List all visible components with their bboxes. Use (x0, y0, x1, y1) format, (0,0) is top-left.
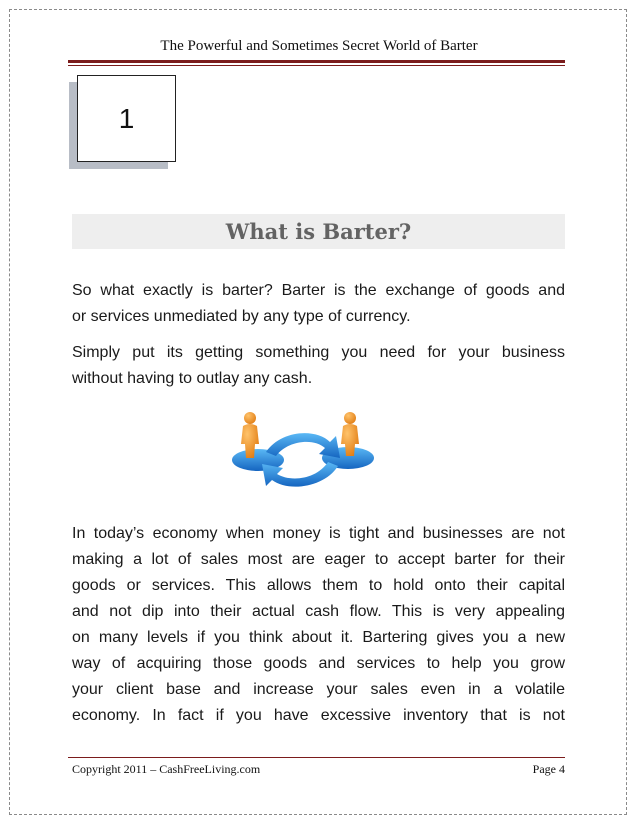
paragraph-line: on many levels if you think about it. Bartering gives you a new (72, 629, 565, 646)
footer-rule (68, 757, 565, 758)
barter-exchange-icon (226, 400, 376, 500)
paragraph-line: Simply put its getting something you need for your business (72, 344, 565, 361)
paragraph-economy (72, 521, 565, 729)
paragraph-line: and not dip into their actual cash flow. This is very appealing (72, 603, 565, 620)
chapter-number: 1 (118, 102, 135, 134)
paragraph-definition (72, 278, 565, 330)
paragraph-simply-put (72, 340, 565, 392)
paragraph-line: making a lot of sales most are eager to accept barter for their (72, 551, 565, 568)
paragraph-line: your client base and increase your sales even in a volatile (72, 681, 565, 698)
paragraph-line: economy. In fact if you have excessive inventory that is not (72, 707, 565, 724)
footer-page-number: Page 4 (532, 762, 565, 776)
paragraph-line: In today’s economy when money is tight and businesses are not (72, 525, 565, 542)
footer-copyright: Copyright 2011 – CashFreeLiving.com (72, 762, 261, 776)
section-heading: What is Barter? (225, 219, 412, 244)
paragraph-line: goods or services. This allows them to hold onto their capital (72, 577, 565, 594)
paragraph-line: without having to outlay any cash. (72, 370, 313, 387)
paragraph-line: So what exactly is barter? Barter is the exchange of goods and (72, 282, 565, 299)
header-rule (68, 60, 565, 63)
chapter-number-box (77, 75, 176, 162)
header-title: The Powerful and Sometimes Secret World of Barter (160, 38, 478, 54)
paragraph-line: or services unmediated by any type of currency. (72, 308, 411, 325)
header-rule-thin (68, 65, 565, 66)
paragraph-line: way of acquiring those goods and services to help you grow (72, 655, 565, 672)
